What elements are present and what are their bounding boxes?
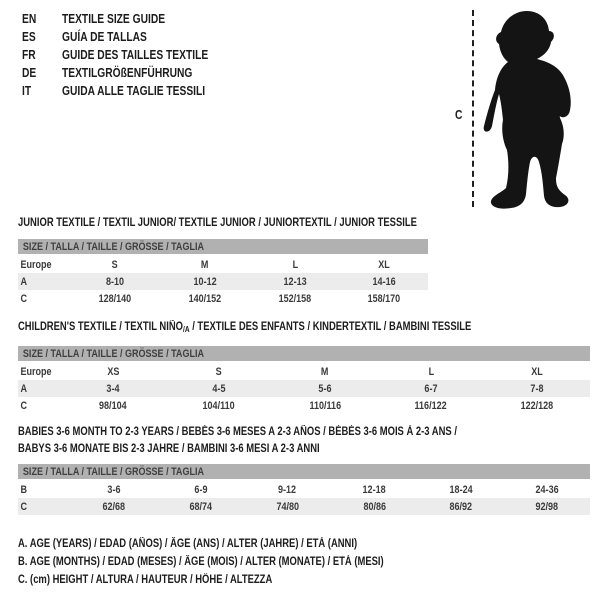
cell: 128/140 <box>98 292 132 305</box>
cell: 158/170 <box>367 292 401 305</box>
language-code: ES <box>22 30 36 44</box>
cell: 92/98 <box>504 498 590 515</box>
language-title: TEXTILGRÖßENFÜHRUNG <box>62 66 193 80</box>
size-header-bar: SIZE / TALLA / TAILLE / GRÖSSE / TAGLIA <box>18 464 590 480</box>
cell: 6-7 <box>378 380 484 397</box>
row-label: C <box>20 399 27 412</box>
cell: 6-9 <box>193 483 208 496</box>
cell: M <box>321 365 329 378</box>
cell: L <box>428 365 434 378</box>
cell: 62/68 <box>70 498 157 515</box>
baby-silhouette-icon <box>467 4 600 210</box>
cell: 104/110 <box>202 399 236 412</box>
table-row <box>18 290 428 307</box>
row-label: Europe <box>20 365 52 378</box>
cell: 3-6 <box>106 483 121 496</box>
cell: XS <box>106 365 120 378</box>
size-header-bar: SIZE / TALLA / TAILLE / GRÖSSE / TAGLIA <box>18 239 428 255</box>
cell: XL <box>531 365 543 378</box>
cell: 5-6 <box>272 380 378 397</box>
cell: 4-5 <box>166 380 272 397</box>
language-title: TEXTILE SIZE GUIDE <box>62 12 166 26</box>
table-row <box>18 480 590 498</box>
junior-size-table <box>18 239 428 307</box>
table-row <box>18 498 590 515</box>
language-title: GUIDA ALLE TAGLIE TESSILI <box>62 84 206 98</box>
language-title: GUÍA DE TALLAS <box>62 30 147 44</box>
cell: 9-12 <box>278 483 297 496</box>
legend-line-c: C. (cm) HEIGHT / ALTURA / HAUTEUR / HÖHE / ALTEZZA <box>18 574 273 586</box>
row-label: A <box>18 380 60 397</box>
cell: 110/116 <box>309 399 341 412</box>
cell: 7-8 <box>484 380 590 397</box>
cell: 24-36 <box>535 483 559 496</box>
cell: S <box>215 365 223 378</box>
language-title-list <box>22 10 240 100</box>
language-row-fr <box>22 46 240 64</box>
cell: 8-10 <box>70 273 160 290</box>
language-code: FR <box>22 48 36 62</box>
height-marker-label: C <box>455 108 463 122</box>
table-row <box>18 397 590 414</box>
cell: 116/122 <box>414 399 448 412</box>
row-label: C <box>20 292 27 305</box>
row-label: Europe <box>20 258 52 271</box>
legend-line-b: B. AGE (MONTHS) / EDAD (MESES) / ÂGE (MOIS) / ALTER (MONATE) / ETÀ (MESI) <box>18 556 384 568</box>
legend-line-a: A. AGE (YEARS) / EDAD (AÑOS) / ÂGE (ANS) / ALTER (JAHRE) / ETÀ (ANNI) <box>18 538 358 550</box>
row-label: A <box>18 273 70 290</box>
cell: M <box>201 258 209 271</box>
cell: L <box>292 258 298 271</box>
cell: 18-24 <box>449 483 473 496</box>
table-row <box>18 273 428 290</box>
table-row <box>18 362 590 380</box>
size-header-bar: SIZE / TALLA / TAILLE / GRÖSSE / TAGLIA <box>18 346 590 362</box>
cell: 86/92 <box>418 498 504 515</box>
table-row <box>18 380 590 397</box>
subscript-text: /A <box>183 325 190 334</box>
cell: XL <box>378 258 390 271</box>
row-label: B <box>20 483 27 496</box>
cell: 74/80 <box>244 498 331 515</box>
cell: 14-16 <box>340 273 428 290</box>
cell: 152/158 <box>278 292 312 305</box>
table-row <box>18 255 428 273</box>
language-code: IT <box>22 84 32 98</box>
table-header-bar <box>18 239 428 255</box>
babies-table-title: BABIES 3-6 MONTH TO 2-3 YEARS / BEBÉS 3-6 MESES A 2-3 AÑOS / BÉBÉS 3-6 MOIS À 2-3 ANS / BABYS 3-6 MONATE BIS 2-3 JAHRE / BAMBINI 3-6 MESI A 2-3 ANNI <box>18 426 457 455</box>
cell: 68/74 <box>157 498 244 515</box>
cell: 98/104 <box>99 399 127 412</box>
cell: 12-18 <box>362 483 387 496</box>
cell: 122/128 <box>520 399 554 412</box>
language-row-en <box>22 10 240 28</box>
language-code: EN <box>22 12 37 26</box>
language-title: GUIDE DES TAILLES TEXTILE <box>62 48 209 62</box>
row-label: C <box>18 498 70 515</box>
language-row-es <box>22 28 240 46</box>
babies-size-table <box>18 464 590 515</box>
children-table-title: CHILDREN'S TEXTILE / TEXTIL NIÑO/A / TEXTILE DES ENFANTS / KINDERTEXTIL / BAMBINI TESSILE <box>18 321 472 334</box>
language-row-de <box>22 64 240 82</box>
table-header-bar <box>18 346 590 362</box>
language-code: DE <box>22 66 37 80</box>
cell: 140/152 <box>188 292 222 305</box>
children-size-table <box>18 346 590 414</box>
cell: 80/86 <box>331 498 418 515</box>
table-header-bar <box>18 464 590 480</box>
junior-table-title: JUNIOR TEXTILE / TEXTIL JUNIOR/ TEXTILE JUNIOR / JUNIORTEXTIL / JUNIOR TESSILE <box>18 217 417 229</box>
language-row-it <box>22 82 240 100</box>
cell: 10-12 <box>160 273 250 290</box>
cell: S <box>111 258 119 271</box>
cell: 3-4 <box>60 380 166 397</box>
measurement-legend <box>18 535 464 589</box>
cell: 12-13 <box>250 273 340 290</box>
